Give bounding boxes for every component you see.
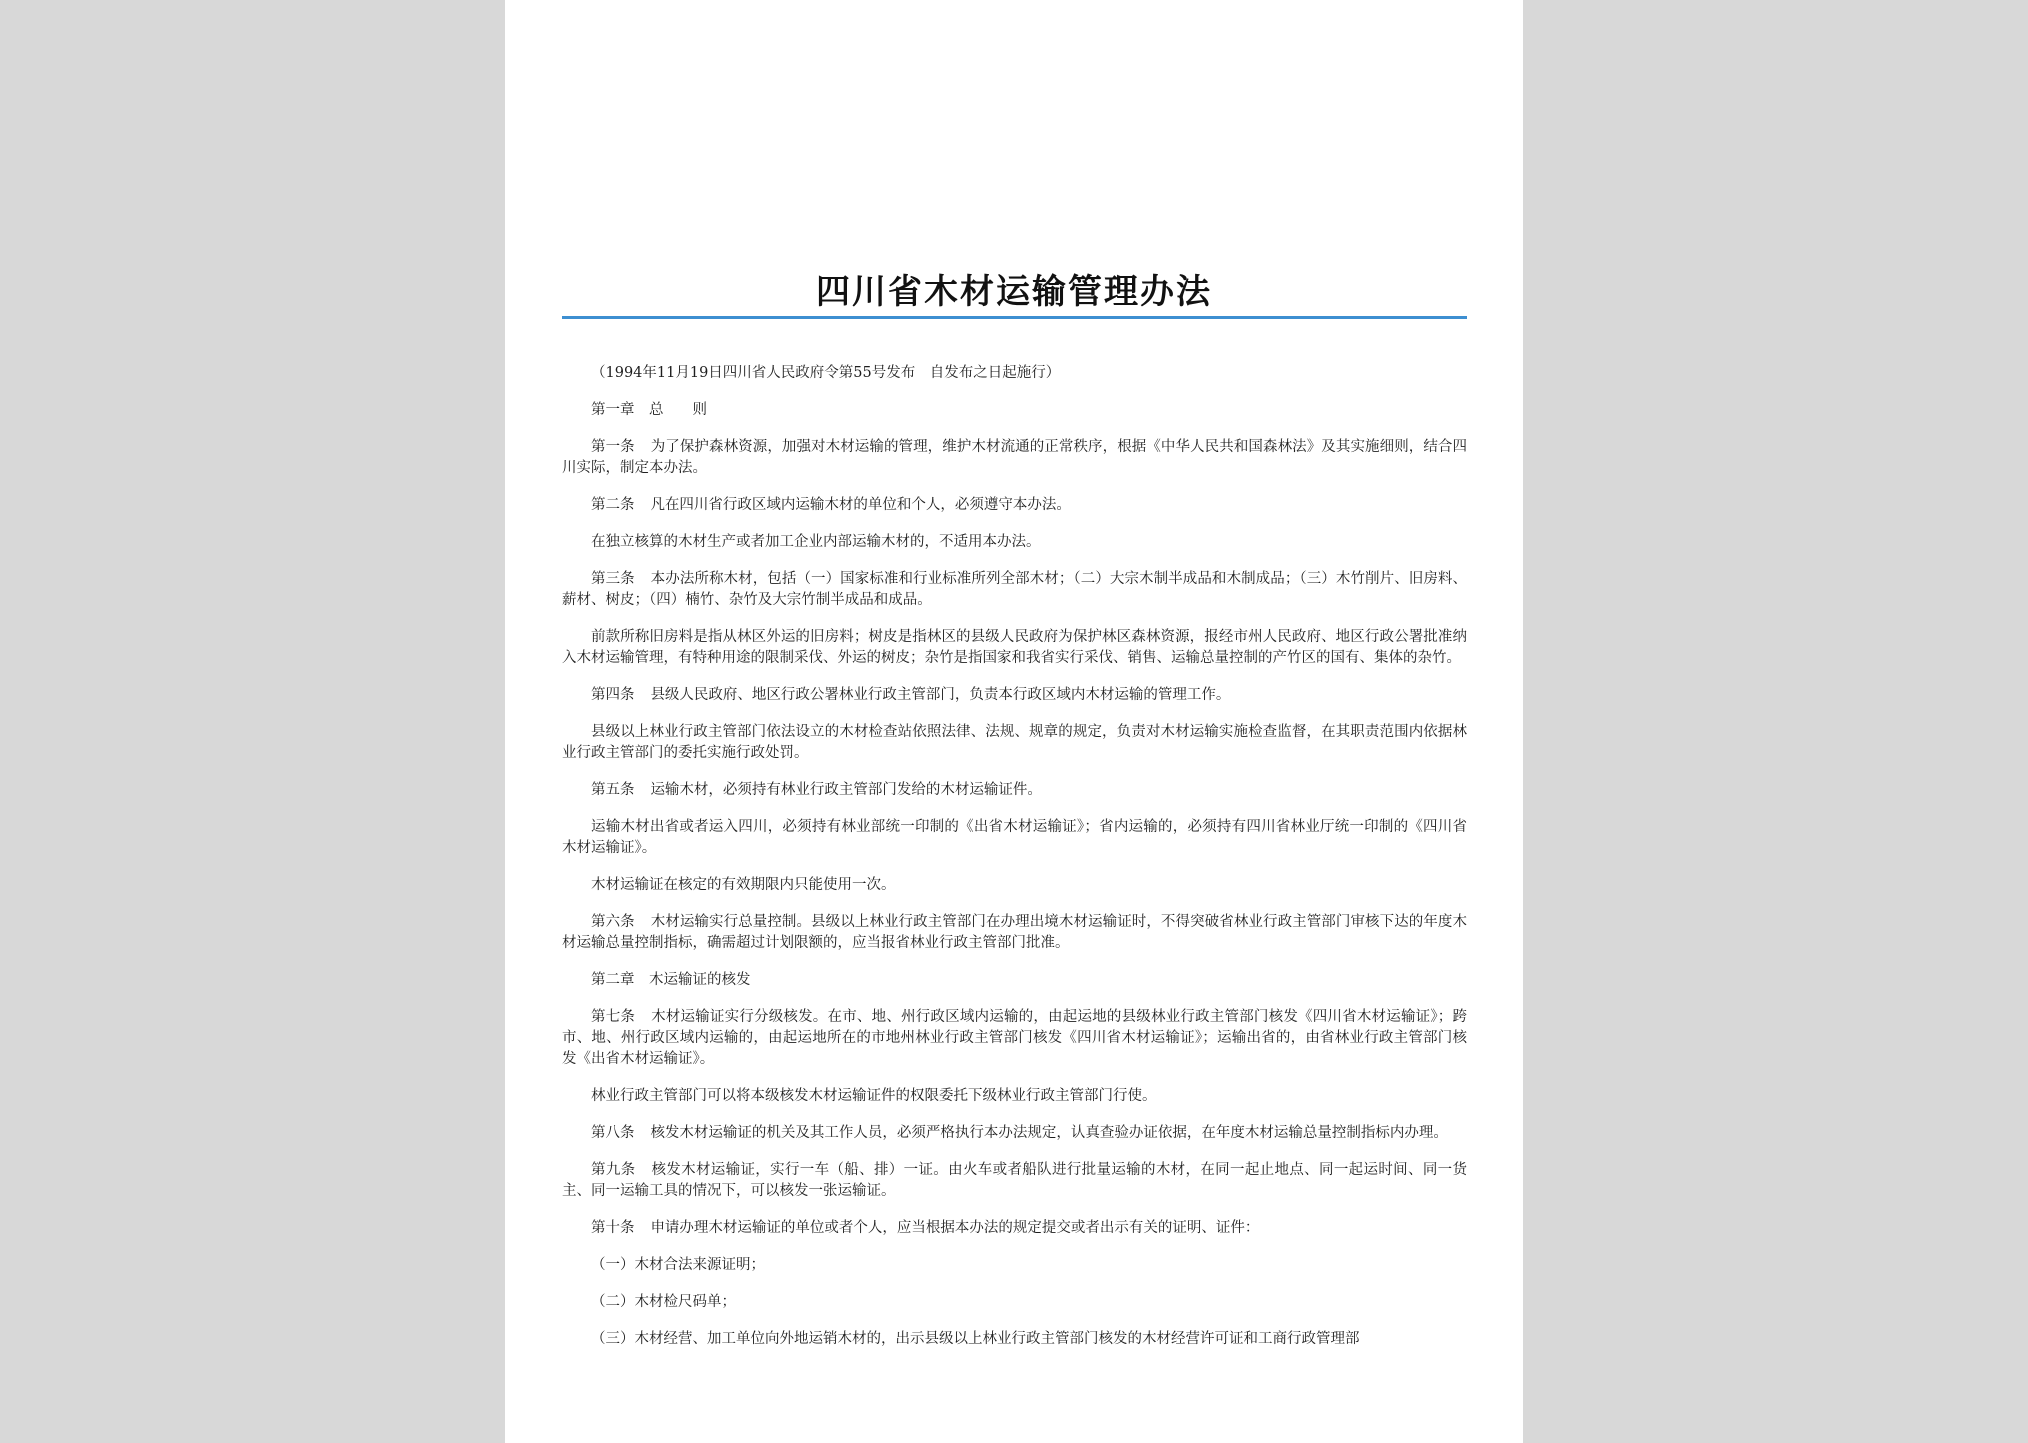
paragraph-text: 前款所称旧房料是指从林区外运的旧房料；树皮是指林区的县级人民政府为保护林区森林资源，报经市州人民政府、地区行政公署批准纳入木材运输管理，有特种用途的限制采伐、外运的树皮；杂竹是指国家和我省实行采伐、销售、运输总量控制的产竹区的国有、集体的杂竹。 (562, 629, 1467, 666)
paragraph (562, 400, 1467, 421)
paragraph-text: 县级以上林业行政主管部门依法设立的木材检查站依照法律、法规、规章的规定，负责对木材运输实施检查监督，在其职责范围内依据林业行政主管部门的委托实施行政处罚。 (562, 724, 1467, 761)
paragraph (562, 1086, 1467, 1107)
paragraph-text: 运输木材，必须持有林业行政主管部门发给的木材运输证件。 (650, 782, 1042, 798)
paragraph (562, 495, 1467, 516)
paragraph (562, 780, 1467, 801)
paragraph (562, 1292, 1467, 1313)
paragraph-text: 木材运输证实行分级核发。在市、地、州行政区域内运输的，由起运地的县级林业行政主管部门核发《四川省木材运输证》；跨市、地、州行政区域内运输的，由起运地所在的市地州林业行政主管部门核发《四川省木材运输证》；运输出省的，由省林业行政主管部门核发《出省木材运输证》。 (562, 1009, 1468, 1067)
paragraph (562, 569, 1467, 611)
paragraph (562, 1007, 1467, 1070)
paragraph-text: 为了保护森林资源，加强对木材运输的管理，维护木材流通的正常秩序，根据《中华人民共和国森林法》及其实施细则，结合四川实际，制定本办法。 (562, 439, 1468, 476)
paragraph-text: 第二章 木运输证的核发 (591, 972, 751, 988)
paragraph-text: 凡在四川省行政区域内运输木材的单位和个人，必须遵守本办法。 (650, 497, 1071, 513)
paragraph-text: 本办法所称木材，包括（一）国家标准和行业标准所列全部木材；（二）大宗木制半成品和木制成品；（三）木竹削片、旧房料、薪材、树皮；（四）楠竹、杂竹及大宗竹制半成品和成品。 (562, 571, 1467, 608)
article-number: 第二条 (591, 497, 635, 513)
paragraph (562, 817, 1467, 859)
paragraph-text: 木材运输实行总量控制。县级以上林业行政主管部门在办理出境木材运输证时，不得突破省林业行政主管部门审核下达的年度木材运输总量控制指标，确需超过计划限额的，应当报省林业行政主管部门批准。 (562, 914, 1468, 951)
paragraph-text: 木材运输证在核定的有效期限内只能使用一次。 (591, 877, 896, 893)
paragraph (562, 875, 1467, 896)
paragraph-text: 核发木材运输证，实行一车（船、排）一证。由火车或者船队进行批量运输的木材，在同一起止地点、同一起运时间、同一货主、同一运输工具的情况下，可以核发一张运输证。 (562, 1162, 1468, 1199)
article-number: 第七条 (591, 1009, 636, 1025)
paragraph (562, 1123, 1467, 1144)
paragraph (562, 363, 1467, 384)
article-number: 第四条 (591, 687, 635, 703)
article-number: 第一条 (591, 439, 635, 455)
paragraph (562, 1218, 1467, 1239)
paragraph (562, 1329, 1467, 1350)
paragraph (562, 1255, 1467, 1276)
paragraph (562, 722, 1467, 764)
article-number: 第十条 (591, 1220, 635, 1236)
document-page (505, 0, 1523, 1443)
article-number: 第三条 (591, 571, 635, 587)
paragraph (562, 912, 1467, 954)
paragraph-text: 林业行政主管部门可以将本级核发木材运输证件的权限委托下级林业行政主管部门行使。 (591, 1088, 1157, 1104)
document-body (562, 363, 1467, 1366)
paragraph-text: （1994年11月19日四川省人民政府令第55号发布 自发布之日起施行） (591, 365, 1061, 381)
title-underline (562, 316, 1467, 319)
paragraph-text: （二）木材检尺码单； (591, 1294, 736, 1310)
article-number: 第八条 (591, 1125, 635, 1141)
paragraph-text: 在独立核算的木材生产或者加工企业内部运输木材的，不适用本办法。 (591, 534, 1041, 550)
paragraph (562, 1160, 1467, 1202)
paragraph-text: 运输木材出省或者运入四川，必须持有林业部统一印制的《出省木材运输证》；省内运输的，必须持有四川省林业厅统一印制的《四川省木材运输证》。 (562, 819, 1467, 856)
paragraph-text: 第一章 总 则 (591, 402, 707, 418)
paragraph-text: （一）木材合法来源证明； (591, 1257, 765, 1273)
paragraph (562, 685, 1467, 706)
paragraph-text: （三）木材经营、加工单位向外地运销木材的，出示县级以上林业行政主管部门核发的木材经营许可证和工商行政管理部 (591, 1331, 1360, 1347)
paragraph (562, 970, 1467, 991)
document-title: 四川省木材运输管理办法 (816, 272, 1212, 312)
paragraph-text: 申请办理木材运输证的单位或者个人，应当根据本办法的规定提交或者出示有关的证明、证件： (650, 1220, 1260, 1236)
paragraph (562, 532, 1467, 553)
article-number: 第九条 (591, 1162, 636, 1178)
paragraph (562, 437, 1467, 479)
article-number: 第六条 (591, 914, 635, 930)
paragraph (562, 627, 1467, 669)
article-number: 第五条 (591, 782, 635, 798)
paragraph-text: 县级人民政府、地区行政公署林业行政主管部门，负责本行政区域内木材运输的管理工作。 (650, 687, 1231, 703)
paragraph-text: 核发木材运输证的机关及其工作人员，必须严格执行本办法规定，认真查验办证依据，在年度木材运输总量控制指标内办理。 (650, 1125, 1448, 1141)
